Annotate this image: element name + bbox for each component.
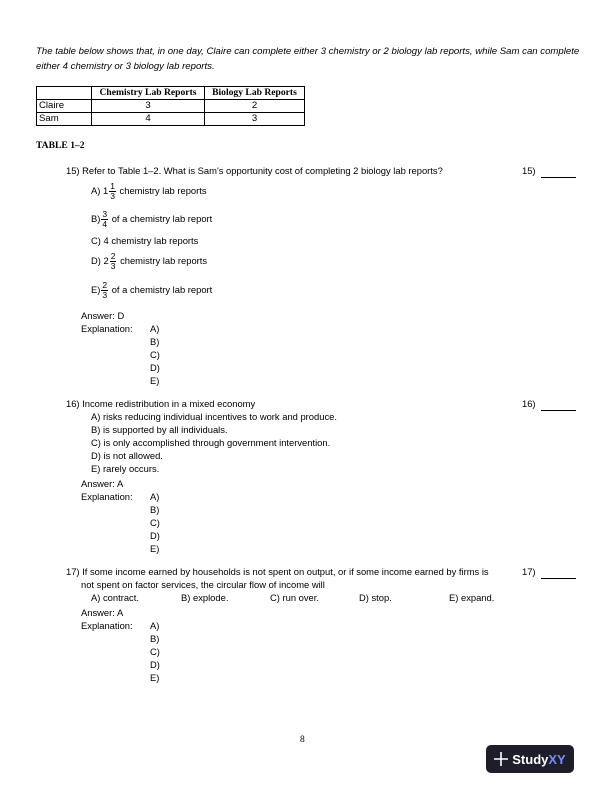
table-row <box>37 100 305 113</box>
question-15-text: 15) Refer to Table 1–2. What is Sam's opportunity cost of completing 2 biology lab reports? <box>66 165 443 176</box>
option-a-prefix: A) 1 <box>91 184 109 196</box>
intro-text: The table below shows that, in one day, Claire can complete either 3 chemistry or 2 biology lab reports, while Sam can complete either 4 chemistry or 3 biology lab reports. <box>36 46 580 72</box>
explanation-letter: A) <box>150 491 160 502</box>
question-15-option-b <box>91 210 212 229</box>
fraction-numerator: 1 <box>110 181 115 191</box>
explanation-letter: A) <box>150 323 160 334</box>
question-16-option-b: B) is supported by all individuals. <box>91 424 228 435</box>
question-16-answer: Answer: A <box>81 478 124 489</box>
fraction <box>101 210 108 229</box>
question-15-option-d <box>91 252 207 271</box>
explanation-letter: E) <box>150 375 160 386</box>
explanation-letter: C) <box>150 646 160 657</box>
fraction-numerator: 2 <box>110 251 116 261</box>
page-number: 8 <box>300 734 305 745</box>
badge-label <box>512 752 565 767</box>
table-header-row <box>37 87 305 100</box>
option-a-text: chemistry lab reports <box>119 184 207 196</box>
table-cell: 3 <box>92 100 205 113</box>
fraction-numerator: 2 <box>102 280 108 290</box>
option-b-text: of a chemistry lab report <box>111 212 213 224</box>
question-16-option-e: E) rarely occurs. <box>91 463 160 474</box>
plus-sparkle-icon <box>494 752 508 766</box>
explanation-letter: B) <box>150 633 160 644</box>
explanation-label: Explanation: <box>81 620 133 631</box>
question-16-number: 16) <box>522 398 536 409</box>
option-b-prefix: B) <box>91 212 101 224</box>
question-17-option-a: A) contract. <box>91 592 139 603</box>
fraction <box>101 281 108 300</box>
table-row <box>37 113 305 126</box>
explanation-letter: D) <box>150 659 160 670</box>
table-cell: 3 <box>205 113 305 126</box>
question-17-number: 17) <box>522 566 536 577</box>
option-d-text: chemistry lab reports <box>120 254 208 266</box>
answer-blank <box>541 578 576 579</box>
table-label: TABLE 1–2 <box>36 140 85 151</box>
table-header-cell: Biology Lab Reports <box>205 87 305 100</box>
fraction-denominator: 3 <box>102 290 108 300</box>
explanation-letter: E) <box>150 543 160 554</box>
explanation-letter: C) <box>150 349 160 360</box>
option-d-prefix: D) 2 <box>91 254 109 266</box>
lab-reports-table <box>36 86 305 126</box>
question-17-text-line-2: not spent on factor services, the circular flow of income will <box>81 579 325 590</box>
explanation-label: Explanation: <box>81 323 133 334</box>
question-15-number: 15) <box>522 165 536 176</box>
question-16-option-d: D) is not allowed. <box>91 450 163 461</box>
table-header-cell: Chemistry Lab Reports <box>92 87 205 100</box>
studyxy-badge[interactable] <box>486 745 574 773</box>
table-cell: 2 <box>205 100 305 113</box>
table-cell: Sam <box>37 113 92 126</box>
question-15-option-c: C) 4 chemistry lab reports <box>91 235 199 246</box>
question-16-text: 16) Income redistribution in a mixed economy <box>66 398 256 409</box>
question-16-option-c: C) is only accomplished through government intervention. <box>91 437 331 448</box>
badge-prefix: Study <box>512 751 549 767</box>
question-17-option-e: E) expand. <box>449 592 495 603</box>
answer-blank <box>541 177 576 178</box>
fraction-denominator: 3 <box>110 191 115 201</box>
question-15-option-a <box>91 182 207 201</box>
fraction-numerator: 3 <box>102 209 108 219</box>
explanation-letter: B) <box>150 504 160 515</box>
question-17-option-b: B) explode. <box>181 592 229 603</box>
explanation-letter: D) <box>150 362 160 373</box>
question-16-option-a: A) risks reducing individual incentives to work and produce. <box>91 411 337 422</box>
question-17-option-c: C) run over. <box>270 592 319 603</box>
question-17-text-line-1: 17) If some income earned by households is not spent on output, or if some income earned by firms is <box>66 566 489 577</box>
table-header-cell <box>37 87 92 100</box>
question-15-answer: Answer: D <box>81 310 125 321</box>
explanation-letter: E) <box>150 672 160 683</box>
option-e-prefix: E) <box>91 283 101 295</box>
question-17-option-d: D) stop. <box>359 592 392 603</box>
fraction <box>110 252 117 271</box>
fraction-denominator: 4 <box>102 219 108 229</box>
explanation-letter: D) <box>150 530 160 541</box>
question-15-option-e <box>91 281 212 300</box>
question-17-answer: Answer: A <box>81 607 124 618</box>
explanation-letter: A) <box>150 620 160 631</box>
table-cell: 4 <box>92 113 205 126</box>
table-cell: Claire <box>37 100 92 113</box>
badge-suffix: XY <box>548 751 566 767</box>
fraction-denominator: 3 <box>110 261 116 271</box>
fraction <box>109 182 116 201</box>
explanation-label: Explanation: <box>81 491 133 502</box>
option-e-text: of a chemistry lab report <box>111 283 213 295</box>
answer-blank <box>541 410 576 411</box>
explanation-letter: C) <box>150 517 160 528</box>
explanation-letter: B) <box>150 336 160 347</box>
